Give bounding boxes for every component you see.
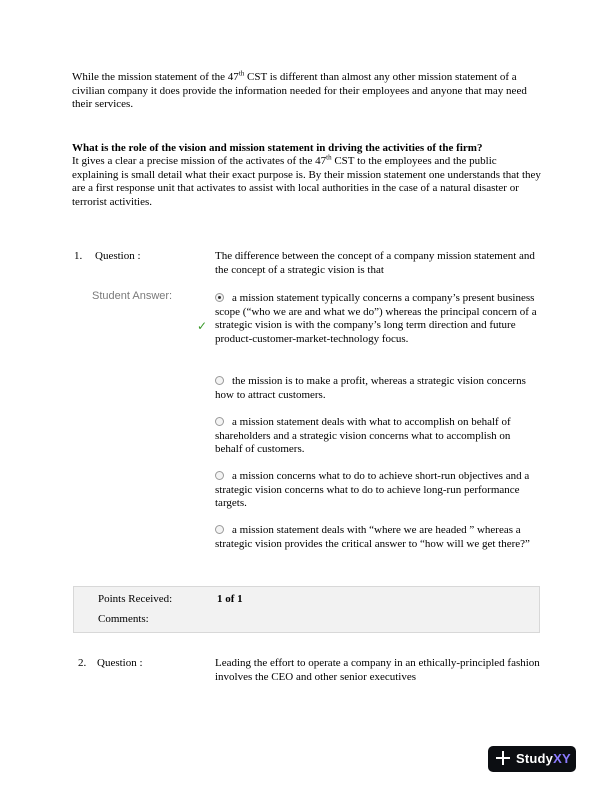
section-answer: It gives a clear a precise mission of the activates of the 47th CST to the employees and the public explaining is small detail what their exact purpose is. By their mission statement one understands that they are a first response unit that activates to assist with local authorities in the case of a natural disaster or terrorist activities. [72,153,541,208]
points-box [73,586,540,633]
answer-option-1[interactable]: a mission statement typically concerns a company’s present business scope (“who we are and what we do”) whereas the principal concern of a strategic vision is with the company’s long term direction and future product-customer-market-technology focus. [215,292,537,345]
answer-option-4[interactable]: a mission concerns what to do to achieve short-run objectives and a strategic vision concerns what to do to achieve long-run performance targets. [215,470,530,509]
brand-name: StudyXY [516,751,571,766]
radio-selected-icon[interactable] [215,293,224,302]
radio-icon[interactable] [215,471,224,480]
plus-logo-icon [496,751,510,765]
points-received-label: Points Received: [98,593,173,605]
question-number: 1. [74,250,83,262]
question-text: Leading the effort to operate a company in an ethically-principled fashion involves the CEO and other senior executives [215,657,540,683]
answer-option-3[interactable]: a mission statement deals with what to accomplish on behalf of shareholders and a strategic vision concerns what to accomplish on behalf of customers. [215,416,511,455]
question-label: Question : [97,657,143,669]
question-text: The difference between the concept of a company mission statement and the concept of a strategic vision is that [215,250,535,276]
student-answer-label: Student Answer: [92,290,173,302]
answer-option-2[interactable]: the mission is to make a profit, whereas a strategic vision concerns how to attract customers. [215,375,526,401]
section-heading: What is the role of the vision and mission statement in driving the activities of the firm? [72,142,483,154]
points-received-value: 1 of 1 [217,593,243,605]
radio-icon[interactable] [215,376,224,385]
intro-paragraph: While the mission statement of the 47th CST is different than almost any other mission statement of a civilian company it does provide the information needed for their employees and anyone that may need their services. [72,69,527,110]
answer-option-5[interactable]: a mission statement deals with “where we are headed ” whereas a strategic vision provides the critical answer to “how will we get there?” [215,524,530,550]
radio-icon[interactable] [215,417,224,426]
radio-icon[interactable] [215,525,224,534]
question-number: 2. [78,657,87,669]
studyxy-badge[interactable] [488,746,576,772]
question-label: Question : [95,250,141,262]
comments-label: Comments: [98,613,149,625]
correct-check-icon: ✓ [197,319,208,333]
